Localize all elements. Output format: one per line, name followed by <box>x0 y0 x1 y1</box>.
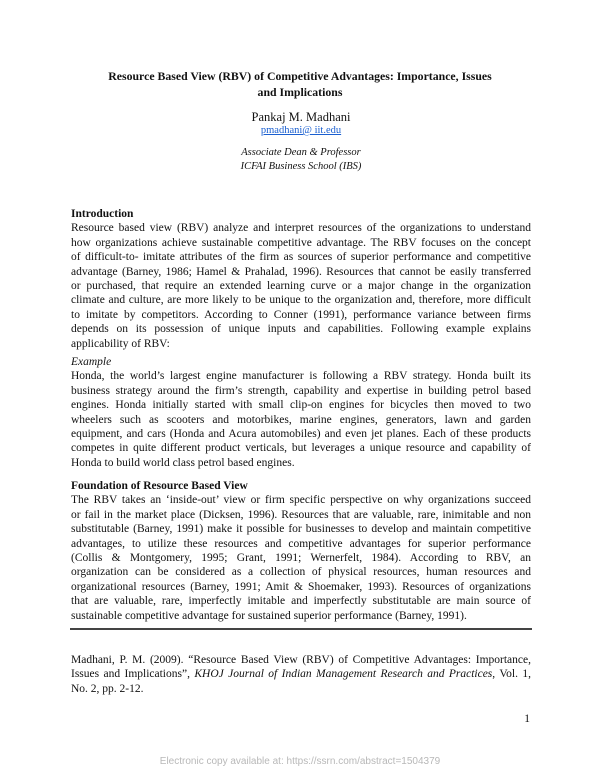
title-line: and Implications <box>257 85 343 99</box>
section-heading: Foundation of Resource Based View <box>71 480 248 492</box>
text-line: Honda to build world class petrol based engines. <box>71 456 295 469</box>
author-affiliation: ICFAI Business School (IBS) <box>240 161 362 172</box>
text-line: substitutable (Barney, 1991) make it possible for businesses to develop and maintain competitive <box>71 523 531 536</box>
citation-text: Issues and Implications”, <box>71 668 195 681</box>
text-line: (Collis & Montgomery, 1995; Grant, 1991; Wernerfelt, 1984). According to RBV, an <box>71 551 531 564</box>
text-line: advantages, to utilize these resources and competitive advantages for superior performance <box>71 537 531 550</box>
text-line: depends on its possession of unique inputs and capabilities. Following example explains <box>71 323 531 336</box>
text-line: equipment, and cars (Honda and Acura automobiles) and even jet planes. Each of these products <box>71 427 531 440</box>
text-line: that are valuable, rare, imperfectly imitable and imperfectly substitutable are main source of <box>71 595 531 608</box>
ssrn-footer: Electronic copy available at: https://ssrn.com/abstract=1504379 <box>159 756 441 767</box>
text-line: wheelers such as scooters and motorbikes, marine engines, generators, lawn and garden <box>71 413 531 426</box>
paper-title <box>60 68 540 100</box>
text-line: how organizations achieve sustainable competitive advantage. The RBV focuses on the concept <box>71 236 531 249</box>
author-email-link[interactable]: pmadhani@ iit.edu <box>260 125 342 136</box>
text-line: business strategy around the firm’s strength, capability and expertise in building petrol based <box>71 384 531 397</box>
text-line: to imitate by competitors. According to Conner (1991), performance variance between firms <box>71 308 531 321</box>
text-line: or purchased, that require an extended learning curve or a major change in the organization <box>71 279 531 292</box>
text-line: organization can be considered as a collection of physical resources, human resources and <box>71 566 531 579</box>
title-line: Resource Based View (RBV) of Competitive Advantages: Importance, Issues <box>108 69 492 83</box>
section-subheading: Example <box>71 356 112 368</box>
citation-line: No. 2, pp. 2-12. <box>71 682 144 695</box>
citation-line: Madhani, P. M. (2009). “Resource Based View (RBV) of Competitive Advantages: Importance, <box>71 654 531 666</box>
footnote-divider <box>70 628 532 630</box>
page-number: 1 <box>524 713 530 725</box>
citation <box>71 653 531 696</box>
author-position: Associate Dean & Professor <box>241 147 361 158</box>
text-line: applicability of RBV: <box>71 337 170 350</box>
text-line: advantage (Barney, 1986; Hamel & Prahalad, 1996). Resources that cannot be easily transferred <box>71 265 531 278</box>
text-line: The RBV takes an ‘inside-out’ view or firm specific perspective on why organizations succeed <box>71 494 531 507</box>
text-line: or fail in the market place (Dicksen, 1996). Resources that are valuable, rare, inimitable and non <box>71 508 531 521</box>
section-heading: Introduction <box>71 208 134 220</box>
introduction-section <box>71 207 531 351</box>
text-line: of difficult-to- imitate attributes of the firm as sources of superior performance and competitive <box>71 251 531 264</box>
text-line: organizational resources (Barney, 1991; Amit & Shoemaker, 1993). Resources of organizations <box>71 580 531 593</box>
journal-name: KHOJ Journal of Indian Management Research and Practices <box>194 668 493 681</box>
text-line: competes in quite different product verticals, but leverages a unique resource and capability of <box>71 442 531 455</box>
text-line: Honda, the world’s largest engine manufacturer is following a RBV strategy. Honda built its <box>71 370 531 383</box>
text-line: Resource based view (RBV) analyze and interpret resources of the organizations to understand <box>71 222 531 235</box>
foundation-section <box>71 479 531 623</box>
example-section <box>71 355 531 470</box>
text-line: sustainable competitive advantage for sustained superior performance (Barney, 1991). <box>71 609 467 622</box>
text-line: climate and culture, are more likely to be unique to the organization and, therefore, more difficult <box>71 294 531 307</box>
text-line: engines. Honda initially started with small clip-on engines for bicycles then moved to two <box>71 399 531 412</box>
citation-text: , Vol. 1, <box>492 668 531 681</box>
author-name: Pankaj M. Madhani <box>251 110 351 124</box>
citation-line <box>71 667 531 681</box>
